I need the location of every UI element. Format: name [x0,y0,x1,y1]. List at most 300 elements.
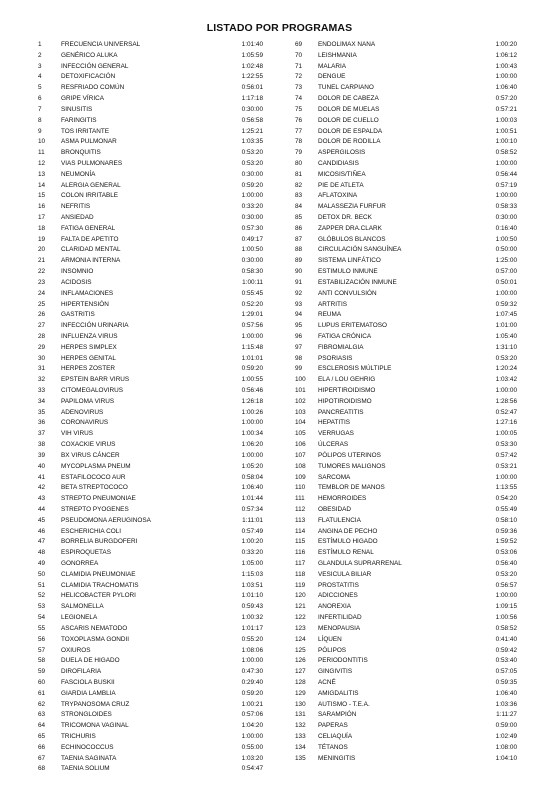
program-duration: 0:53:06 [495,549,517,557]
program-name: MENINGITIS [318,754,356,762]
program-name: SINUSITIS [61,105,93,113]
program-row [38,473,263,484]
program-number: 94 [295,311,303,319]
program-number: 86 [295,224,303,232]
program-number: 101 [295,387,306,394]
program-duration: 1:01:01 [241,354,263,362]
program-row [38,321,263,332]
program-duration: 1:05:40 [495,332,517,340]
program-number: 124 [295,635,306,643]
program-row [295,181,517,192]
program-name: DETOXIFICACIÓN [61,73,116,81]
program-name: EPSTEIN BARR VIRUS [61,376,130,384]
program-duration: 0:56:58 [241,116,263,124]
program-duration: 1:25:21 [241,127,263,135]
program-duration: 1:06:40 [241,484,263,492]
program-name: LÍQUEN [318,635,342,643]
program-name: PSEUDOMONA AERUGINOSA [61,516,151,524]
program-number: 113 [295,516,306,524]
program-number: 64 [38,722,46,730]
program-duration: 0:59:32 [495,300,517,308]
program-duration: 1:00:00 [495,387,517,394]
program-row [38,559,263,570]
program-name: VERRUGAS [318,430,354,438]
program-name: SALMONELLA [61,603,104,611]
program-number: 6 [38,95,42,103]
program-number: 114 [295,527,306,535]
program-name: ESCHERICHIA COLI [61,527,122,535]
program-number: 104 [295,419,306,427]
program-name: FLATULENCIA [318,516,361,524]
program-name: HERPES ZOSTER [61,365,115,373]
program-row [38,289,263,300]
program-number: 118 [295,570,306,578]
program-row [295,235,517,246]
program-name: TOXOPLASMA GONDII [61,635,130,643]
program-row [295,559,517,570]
program-row [38,245,263,256]
program-duration: 1:00:20 [241,538,263,546]
program-duration: 1:05:59 [241,51,263,59]
program-duration: 0:57:05 [495,668,517,676]
program-duration: 1:00:00 [241,332,263,340]
program-name: COLON IRRITABLE [61,192,119,200]
program-row [38,700,263,711]
program-number: 24 [38,289,46,297]
program-duration: 1:08:00 [495,743,517,751]
program-name: STREPTO PYOGENES [61,505,129,513]
program-duration: 0:57:06 [241,711,263,719]
program-duration: 0:58:33 [495,203,517,211]
program-name: ASPERGILOSIS [318,149,366,157]
program-row [38,408,263,419]
program-row [295,646,517,657]
program-duration: 0:58:10 [495,516,517,524]
program-duration: 1:00:00 [495,192,517,200]
program-name: INFECCIÓN GENERAL [61,62,129,70]
program-duration: 1:04:10 [495,754,517,762]
program-duration: 0:55:20 [241,635,263,643]
program-duration: 1:00:00 [241,733,263,740]
program-row [38,462,263,473]
program-number: 43 [38,495,46,503]
program-name: CIRCULACIÓN SANGUÍNEA [318,246,402,254]
program-row [295,224,517,235]
program-number: 112 [295,505,306,513]
program-number: 39 [38,451,46,459]
program-number: 29 [38,343,46,351]
program-duration: 1:15:48 [241,343,263,351]
program-row [38,754,263,765]
program-duration: 1:00:50 [495,235,517,243]
program-number: 30 [38,354,46,362]
program-row [295,191,517,202]
program-number: 69 [295,41,303,48]
program-name: ESPIROQUETAS [61,549,111,557]
program-row [295,721,517,732]
program-name: ÚLCERAS [318,441,349,449]
program-number: 98 [295,354,303,362]
program-duration: 0:57:42 [495,451,517,459]
program-row [38,51,263,62]
program-duration: 1:00:00 [495,473,517,481]
program-name: HERPES GENITAL [61,354,116,362]
program-row [295,116,517,127]
program-duration: 1:00:51 [495,127,517,135]
program-number: 95 [295,322,303,330]
program-duration: 1:00:00 [495,289,517,297]
program-row [38,624,263,635]
program-name: AFLATOXINA [318,192,358,200]
program-number: 21 [38,257,46,265]
program-row [38,40,263,51]
program-row [295,667,517,678]
program-row [38,527,263,538]
program-number: 111 [295,495,305,503]
program-row [38,137,263,148]
program-number: 16 [38,203,46,211]
program-name: TRICOMONA VAGINAL [61,722,129,730]
program-name: LEGIONELA [61,614,98,622]
program-number: 53 [38,603,46,611]
program-number: 115 [295,538,306,546]
program-row [38,72,263,83]
program-name: CITOMEGALOVIRUS [61,387,124,394]
program-name: SISTEMA LINFÁTICO [318,257,381,265]
program-name: TAENIA SOLIUM [61,765,110,773]
program-name: ESCLEROSIS MÚLTIPLE [318,365,392,373]
program-duration: 1:00:32 [241,614,263,622]
program-row [295,624,517,635]
program-number: 11 [38,149,45,157]
program-row [38,505,263,516]
program-duration: 0:30:00 [241,257,263,265]
program-row [38,635,263,646]
program-name: PÓLIPOS UTERINOS [318,451,381,459]
program-duration: 0:56:01 [241,84,263,92]
program-row [38,159,263,170]
program-name: PROSTATITIS [318,581,359,589]
program-name: PIE DE ATLETA [318,181,364,189]
program-duration: 1:08:06 [241,646,263,654]
program-number: 34 [38,397,46,405]
program-duration: 0:55:45 [241,289,263,297]
program-number: 44 [38,505,46,513]
program-row [295,343,517,354]
program-name: INFERTILIDAD [318,614,362,622]
program-row [38,235,263,246]
program-duration: 0:59:35 [495,678,517,686]
program-number: 68 [38,765,46,773]
program-number: 91 [295,278,303,286]
program-duration: 0:59:20 [241,181,263,189]
program-duration: 1:06:40 [495,84,517,92]
program-number: 54 [38,614,46,622]
program-name: MENOPAUSIA [318,624,361,632]
program-duration: 1:03:20 [241,754,263,762]
program-row [295,202,517,213]
program-row [38,354,263,365]
program-row [38,591,263,602]
program-duration: 0:53:20 [241,149,263,157]
program-name: PSORIASIS [318,354,353,362]
program-name: BRONQUITIS [61,149,101,157]
program-name: TRICHURIS [61,733,96,740]
program-duration: 0:57:34 [241,505,263,513]
program-number: 50 [38,570,46,578]
program-duration: 1:00:43 [495,62,517,70]
program-name: TRYPANOSOMA CRUZ [61,700,130,708]
program-row [38,256,263,267]
program-number: 22 [38,268,46,276]
program-number: 41 [38,473,46,481]
program-duration: 0:33:20 [241,549,263,557]
program-duration: 1:06:40 [495,689,517,697]
program-number: 102 [295,397,306,405]
program-duration: 0:59:20 [241,365,263,373]
program-duration: 0:52:47 [495,408,517,416]
program-number: 15 [38,192,46,200]
program-row [38,537,263,548]
program-row [295,170,517,181]
program-duration: 0:57:49 [241,527,263,535]
program-duration: 1:17:18 [241,95,263,103]
program-row [295,300,517,311]
program-name: ADICCIONES [318,592,358,600]
program-column-right [295,40,517,764]
program-name: TOS IRRITANTE [61,127,110,135]
program-duration: 0:52:20 [241,300,263,308]
program-row [38,278,263,289]
program-name: ALERGIA GENERAL [61,181,121,189]
program-name: ANSIEDAD [61,214,94,221]
program-duration: 1:59:52 [495,538,517,546]
program-number: 108 [295,462,306,470]
program-row [38,689,263,700]
program-name: PÓLIPOS [318,646,347,654]
program-number: 20 [38,246,46,254]
program-row [38,656,263,667]
program-row [38,483,263,494]
program-number: 134 [295,743,306,751]
program-number: 28 [38,332,46,340]
program-row [295,505,517,516]
program-row [295,451,517,462]
program-duration: 1:03:35 [241,138,263,146]
program-row [38,224,263,235]
program-duration: 1:05:20 [241,462,263,470]
program-number: 62 [38,700,46,708]
program-duration: 1:06:12 [495,51,517,59]
program-row [295,591,517,602]
program-number: 103 [295,408,306,416]
program-name: DOLOR DE MUELAS [318,105,380,113]
program-number: 59 [38,668,46,676]
program-number: 60 [38,678,46,686]
program-number: 65 [38,733,46,740]
program-name: DOLOR DE CABEZA [318,95,379,103]
program-name: DENGUE [318,73,346,81]
program-row [38,310,263,321]
program-row [295,462,517,473]
program-name: FALTA DE APETITO [61,235,119,243]
program-duration: 0:30:00 [241,170,263,178]
program-duration: 0:55:49 [495,505,517,513]
program-name: ARTRITIS [318,300,347,308]
program-row [295,94,517,105]
program-row [295,375,517,386]
program-duration: 1:01:40 [241,41,263,48]
program-duration: 0:53:30 [495,441,517,449]
program-number: 109 [295,473,306,481]
program-duration: 0:59:42 [495,646,517,654]
program-duration: 1:00:03 [495,116,517,124]
program-duration: 0:53:20 [495,570,517,578]
program-duration: 1:03:36 [495,700,517,708]
program-name: CLARIDAD MENTAL [61,246,121,254]
program-name: ACIDOSIS [61,278,92,286]
program-row [38,667,263,678]
program-name: ADENOVIRUS [61,408,104,416]
program-name: CANDIDIASIS [318,159,359,167]
program-row [295,418,517,429]
program-name: ASCARIS NEMATODO [61,624,128,632]
program-name: ELA / LOU GEHRIG [318,376,376,384]
program-duration: 1:00:55 [241,376,263,384]
program-row [38,213,263,224]
program-number: 1 [38,41,42,48]
program-row [295,321,517,332]
program-row [295,51,517,62]
program-duration: 1:27:16 [495,419,517,427]
program-number: 125 [295,646,306,654]
program-name: HELICOBACTER PYLORI [61,592,136,600]
program-duration: 1:09:15 [495,603,517,611]
program-row [38,581,263,592]
program-row [295,537,517,548]
program-duration: 1:00:50 [241,246,263,254]
program-name: GLÓBULOS BLANCOS [318,235,386,243]
program-row [295,105,517,116]
program-duration: 1:00:00 [241,419,263,427]
program-row [38,202,263,213]
program-duration: 0:59:20 [241,689,263,697]
program-name: DUELA DE HIGADO [61,657,120,665]
program-row [38,721,263,732]
program-row [38,613,263,624]
program-duration: 0:53:20 [241,159,263,167]
program-name: TEMBLOR DE MANOS [318,484,385,492]
program-row [295,494,517,505]
program-row [38,105,263,116]
program-row [295,613,517,624]
program-name: STRONGLOIDES [61,711,112,719]
program-number: 37 [38,430,46,438]
program-number: 57 [38,646,46,654]
program-name: STREPTO PNEUMONIAE [61,495,136,503]
program-name: LEISHMANIA [318,51,357,59]
program-row [38,300,263,311]
program-row [295,570,517,581]
program-duration: 1:04:20 [241,722,263,730]
program-duration: 1:11:27 [496,711,517,719]
program-row [38,267,263,278]
program-duration: 0:41:40 [495,635,517,643]
program-duration: 1:03:51 [241,581,263,589]
program-duration: 0:58:04 [241,473,263,481]
program-number: 19 [38,235,46,243]
program-duration: 1:00:05 [495,430,517,438]
program-row [295,159,517,170]
program-number: 27 [38,322,46,330]
program-number: 45 [38,516,46,524]
program-row [38,710,263,721]
program-row [38,62,263,73]
program-name: DETOX DR. BECK [318,214,372,221]
program-duration: 1:00:11 [242,278,263,286]
program-name: BX VIRUS CÁNCER [61,451,120,459]
program-name: FATIGA GENERAL [61,224,116,232]
program-number: 10 [38,138,46,146]
program-row [295,548,517,559]
program-name: PANCREATITIS [318,408,364,416]
program-row [38,440,263,451]
program-number: 9 [38,127,42,135]
program-row [295,332,517,343]
program-row [295,678,517,689]
program-row [295,516,517,527]
program-duration: 1:02:48 [241,62,263,70]
program-name: INFLUENZA VIRUS [61,332,118,340]
program-name: VESICULA BILIAR [318,570,372,578]
program-name: HIPERTIROIDISMO [318,387,376,394]
program-name: NEUMONÍA [61,170,96,178]
program-name: ZAPPER DRA.CLARK [318,224,382,232]
program-duration: 0:57:19 [495,181,517,189]
program-number: 121 [295,603,306,611]
program-row [38,364,263,375]
program-name: ARMONIA INTERNA [61,257,121,265]
program-number: 106 [295,441,306,449]
program-duration: 0:30:00 [495,214,517,221]
program-duration: 1:01:17 [241,624,263,632]
program-number: 87 [295,235,303,243]
program-duration: 1:15:03 [241,570,263,578]
program-row [295,700,517,711]
program-number: 17 [38,214,46,221]
program-name: INFECCIÓN URINARIA [61,322,129,330]
program-duration: 1:00:21 [241,700,263,708]
program-number: 81 [295,170,303,178]
program-duration: 1:31:10 [495,343,517,351]
program-row [38,732,263,743]
program-number: 2 [38,51,42,59]
program-number: 93 [295,300,303,308]
program-name: ANTI CONVULSIÓN [318,289,377,297]
program-row [295,527,517,538]
program-duration: 1:00:20 [495,41,517,48]
program-duration: 1:29:01 [241,311,263,319]
program-name: HERPES SIMPLEX [61,343,117,351]
program-name: AUTISMO - T.E.A. [318,700,370,708]
program-number: 74 [295,95,303,103]
program-number: 38 [38,441,46,449]
program-number: 119 [295,581,306,589]
program-duration: 0:16:40 [495,224,517,232]
program-number: 107 [295,451,306,459]
program-duration: 0:54:47 [241,765,263,773]
program-row [38,494,263,505]
